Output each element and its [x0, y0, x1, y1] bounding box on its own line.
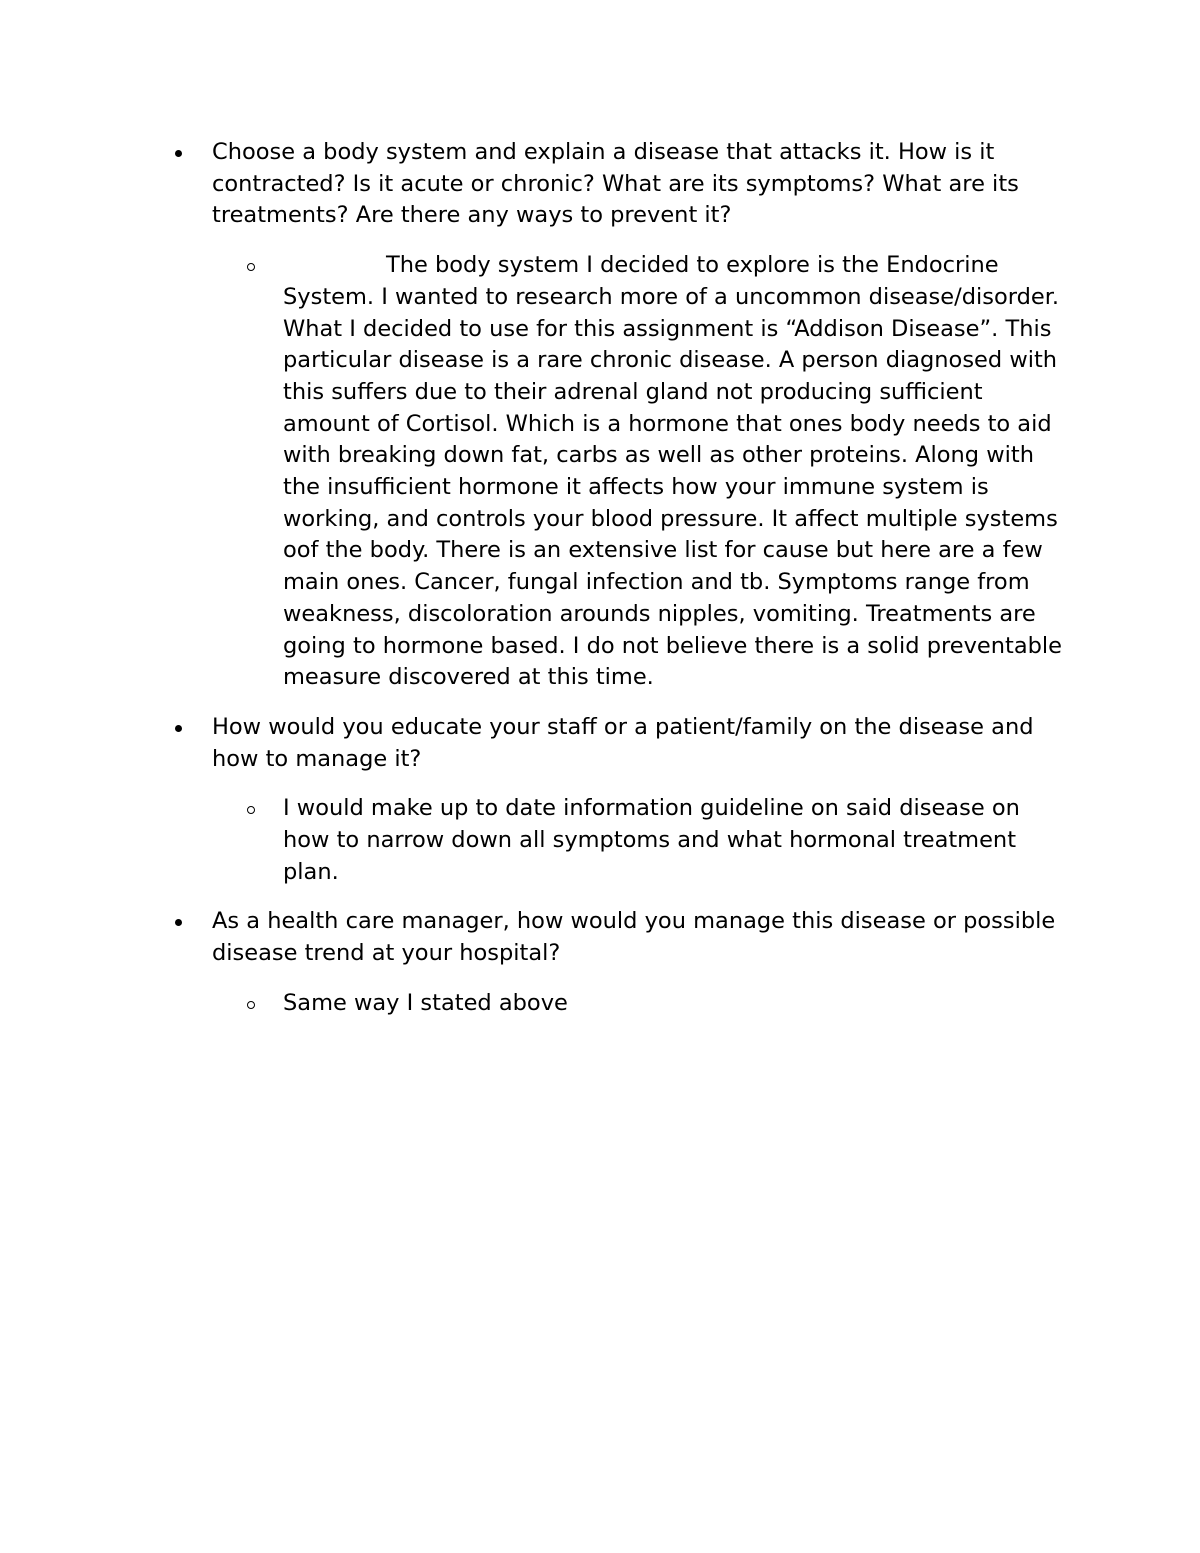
- answer-item-2: [170, 793, 1070, 888]
- question-text-2: How would you educate your staff or a patient/family on the disease and how to manage it?: [212, 713, 1034, 772]
- question-block-3: [170, 906, 1070, 1019]
- answer-text-2: I would make up to date information guideline on said disease on how to narrow down all symptoms and what hormonal treatment plan.: [283, 795, 1020, 885]
- bullet-icon: [175, 150, 182, 157]
- bullet-icon: [175, 725, 182, 732]
- question-item-2: [170, 712, 1070, 775]
- question-text-3: As a health care manager, how would you manage this disease or possible disease trend at your hospital?: [212, 908, 1056, 967]
- answer-item-3: [170, 988, 1070, 1020]
- answer-text-1: [283, 250, 1070, 694]
- circle-bullet-icon: [247, 806, 255, 814]
- question-block-1: [170, 137, 1070, 694]
- answer-item-1: [170, 250, 1070, 694]
- bullet-icon: [175, 919, 182, 926]
- answer-text-1-content: The body system I decided to explore is the Endocrine System. I wanted to research more of a uncommon disease/disorder. What I decided to use for this assignment is “Addison Disease”. This particular disease is a rare chronic disease. A person diagnosed with this suffers due to their adrenal gland not producing sufficient amount of Cortisol. Which is a hormone that ones body needs to aid with breaking down fat, carbs as well as other proteins. Along with the insufficient hormone it affects how your immune system is working, and controls your blood pressure. It affect multiple systems oof the body. There is an extensive list for cause but here are a few main ones. Cancer, fungal infection and tb. Symptoms range from weakness, discoloration arounds nipples, vomiting. Treatments are going to hormone based. I do not believe there is a solid preventable measure discovered at this time.: [283, 252, 1062, 691]
- question-item-1: [170, 137, 1070, 232]
- document-body: [170, 137, 1070, 1038]
- question-block-2: [170, 712, 1070, 889]
- answer-text-3: Same way I stated above: [283, 989, 568, 1016]
- question-text-1: Choose a body system and explain a disease that attacks it. How is it contracted? Is it acute or chronic? What are its symptoms? What are its treatments? Are there any ways to prevent it?: [212, 139, 1019, 229]
- circle-bullet-icon: [247, 263, 255, 271]
- question-item-3: [170, 906, 1070, 969]
- circle-bullet-icon: [247, 1001, 255, 1009]
